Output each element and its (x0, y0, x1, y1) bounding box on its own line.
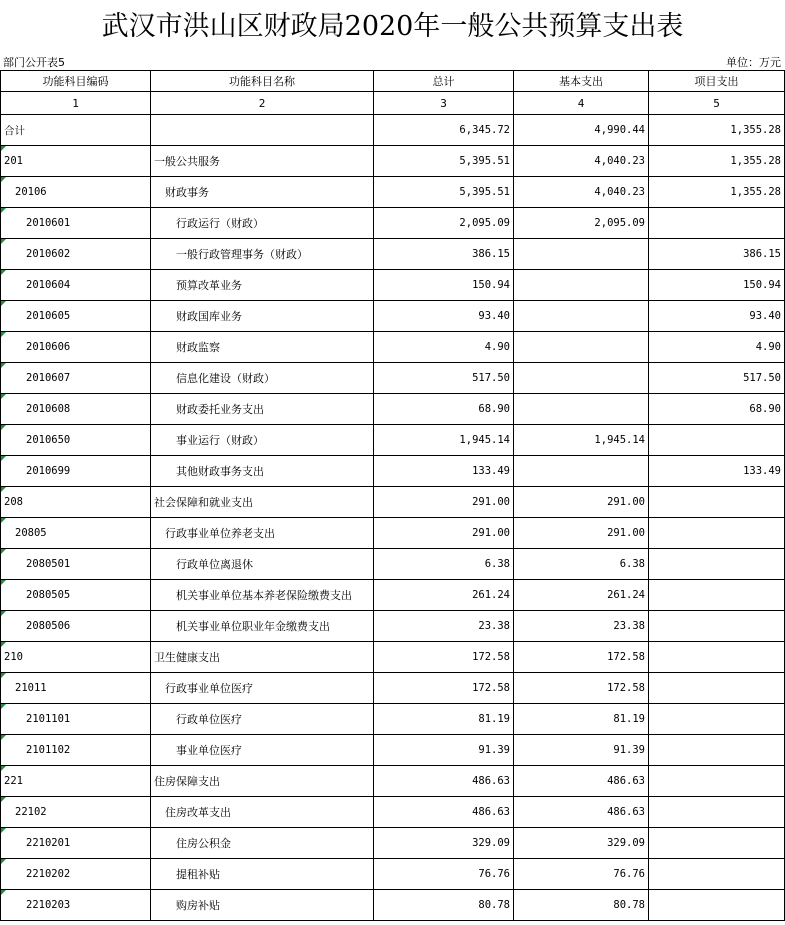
cell-basic[interactable] (514, 456, 649, 487)
cell-project[interactable] (649, 518, 785, 549)
cell-project[interactable] (649, 797, 785, 828)
cell-project[interactable]: 1,355.28 (649, 177, 785, 208)
cell-project[interactable] (649, 735, 785, 766)
cell-code[interactable]: 210 (1, 642, 151, 673)
table-row (1, 797, 785, 828)
cell-code[interactable]: 221 (1, 766, 151, 797)
cell-project[interactable]: 150.94 (649, 270, 785, 301)
cell-basic[interactable]: 91.39 (514, 735, 649, 766)
cell-total[interactable]: 80.78 (374, 890, 514, 921)
column-header-basic[interactable]: 基本支出 (514, 71, 649, 92)
cell-code[interactable]: 2010602 (1, 239, 151, 270)
cell-code[interactable]: 22102 (1, 797, 151, 828)
cell-name[interactable]: 行政事业单位医疗 (151, 673, 374, 704)
column-number[interactable]: 3 (374, 92, 514, 115)
cell-total[interactable]: 23.38 (374, 611, 514, 642)
column-header-row (1, 71, 785, 92)
cell-project[interactable] (649, 766, 785, 797)
table-row (1, 394, 785, 425)
column-header-project[interactable]: 项目支出 (649, 71, 785, 92)
table-row (1, 487, 785, 518)
cell-name[interactable]: 机关事业单位职业年金缴费支出 (151, 611, 374, 642)
cell-basic[interactable]: 329.09 (514, 828, 649, 859)
cell-name[interactable]: 住房改革支出 (151, 797, 374, 828)
cell-basic[interactable] (514, 239, 649, 270)
column-number[interactable]: 5 (649, 92, 785, 115)
cell-name[interactable]: 其他财政事务支出 (151, 456, 374, 487)
cell-project[interactable]: 1,355.28 (649, 115, 785, 146)
cell-name[interactable]: 行政单位医疗 (151, 704, 374, 735)
table-row (1, 704, 785, 735)
cell-total[interactable]: 386.15 (374, 239, 514, 270)
cell-basic[interactable]: 80.78 (514, 890, 649, 921)
cell-code[interactable]: 2010606 (1, 332, 151, 363)
cell-project[interactable] (649, 642, 785, 673)
cell-name[interactable]: 财政委托业务支出 (151, 394, 374, 425)
column-header-code[interactable]: 功能科目编码 (1, 71, 151, 92)
cell-name[interactable]: 卫生健康支出 (151, 642, 374, 673)
cell-name[interactable]: 社会保障和就业支出 (151, 487, 374, 518)
cell-code[interactable]: 2010699 (1, 456, 151, 487)
cell-basic[interactable]: 172.58 (514, 673, 649, 704)
cell-basic[interactable]: 172.58 (514, 642, 649, 673)
cell-name[interactable]: 事业运行（财政） (151, 425, 374, 456)
cell-project[interactable] (649, 611, 785, 642)
cell-project[interactable]: 68.90 (649, 394, 785, 425)
cell-project[interactable] (649, 859, 785, 890)
column-number-row (1, 92, 785, 115)
cell-name[interactable]: 行政运行（财政） (151, 208, 374, 239)
cell-code[interactable]: 2080505 (1, 580, 151, 611)
cell-code[interactable]: 20106 (1, 177, 151, 208)
cell-basic[interactable]: 76.76 (514, 859, 649, 890)
cell-name[interactable]: 行政事业单位养老支出 (151, 518, 374, 549)
table-row (1, 456, 785, 487)
column-number[interactable]: 4 (514, 92, 649, 115)
table-row (1, 177, 785, 208)
table-row (1, 828, 785, 859)
cell-name[interactable]: 住房公积金 (151, 828, 374, 859)
cell-code[interactable]: 2010650 (1, 425, 151, 456)
cell-code[interactable]: 合计 (1, 115, 151, 146)
column-number[interactable]: 2 (151, 92, 374, 115)
cell-basic[interactable]: 6.38 (514, 549, 649, 580)
cell-basic[interactable]: 291.00 (514, 487, 649, 518)
cell-name[interactable]: 财政国库业务 (151, 301, 374, 332)
table-row (1, 270, 785, 301)
cell-total[interactable]: 93.40 (374, 301, 514, 332)
cell-total[interactable]: 76.76 (374, 859, 514, 890)
table-row (1, 301, 785, 332)
cell-total[interactable]: 329.09 (374, 828, 514, 859)
cell-project[interactable] (649, 580, 785, 611)
cell-project[interactable] (649, 673, 785, 704)
table-row (1, 735, 785, 766)
cell-code[interactable]: 2080501 (1, 549, 151, 580)
cell-basic[interactable]: 486.63 (514, 766, 649, 797)
cell-total[interactable]: 517.50 (374, 363, 514, 394)
column-number[interactable]: 1 (1, 92, 151, 115)
table-row (1, 518, 785, 549)
cell-name[interactable]: 住房保障支出 (151, 766, 374, 797)
cell-project[interactable]: 386.15 (649, 239, 785, 270)
cell-total[interactable]: 81.19 (374, 704, 514, 735)
column-header-name[interactable]: 功能科目名称 (151, 71, 374, 92)
table-row (1, 890, 785, 921)
cell-basic[interactable]: 4,040.23 (514, 146, 649, 177)
cell-total[interactable]: 5,395.51 (374, 177, 514, 208)
table-row (1, 642, 785, 673)
cell-code[interactable]: 2010607 (1, 363, 151, 394)
table-row (1, 363, 785, 394)
cell-basic[interactable]: 4,990.44 (514, 115, 649, 146)
table-row (1, 549, 785, 580)
cell-total[interactable]: 6.38 (374, 549, 514, 580)
unit-label: 单位：万元 (726, 56, 781, 69)
cell-basic[interactable]: 486.63 (514, 797, 649, 828)
cell-total[interactable]: 486.63 (374, 766, 514, 797)
budget-table (0, 70, 785, 921)
cell-project[interactable]: 517.50 (649, 363, 785, 394)
cell-total[interactable]: 291.00 (374, 487, 514, 518)
table-row (1, 580, 785, 611)
cell-basic[interactable]: 81.19 (514, 704, 649, 735)
table-row (1, 115, 785, 146)
cell-name[interactable]: 机关事业单位基本养老保险缴费支出 (151, 580, 374, 611)
cell-code[interactable]: 2101102 (1, 735, 151, 766)
cell-code[interactable]: 2101101 (1, 704, 151, 735)
cell-total[interactable]: 1,945.14 (374, 425, 514, 456)
cell-project[interactable] (649, 549, 785, 580)
cell-name[interactable]: 行政单位离退休 (151, 549, 374, 580)
cell-project[interactable] (649, 890, 785, 921)
cell-name[interactable] (151, 115, 374, 146)
cell-code[interactable]: 208 (1, 487, 151, 518)
cell-code[interactable]: 2010608 (1, 394, 151, 425)
cell-basic[interactable] (514, 394, 649, 425)
cell-total[interactable]: 172.58 (374, 673, 514, 704)
cell-total[interactable]: 91.39 (374, 735, 514, 766)
cell-basic[interactable]: 291.00 (514, 518, 649, 549)
table-row (1, 673, 785, 704)
cell-code[interactable]: 2010605 (1, 301, 151, 332)
cell-total[interactable]: 5,395.51 (374, 146, 514, 177)
cell-code[interactable]: 20805 (1, 518, 151, 549)
cell-name[interactable]: 事业单位医疗 (151, 735, 374, 766)
table-subheader (0, 56, 785, 70)
cell-code[interactable]: 21011 (1, 673, 151, 704)
cell-total[interactable]: 150.94 (374, 270, 514, 301)
cell-total[interactable]: 133.49 (374, 456, 514, 487)
cell-project[interactable] (649, 208, 785, 239)
cell-code[interactable]: 2010604 (1, 270, 151, 301)
cell-project[interactable] (649, 487, 785, 518)
cell-name[interactable]: 购房补贴 (151, 890, 374, 921)
cell-code[interactable]: 2210202 (1, 859, 151, 890)
dept-table-label: 部门公开表5 (3, 56, 65, 69)
page-title: 武汉市洪山区财政局2020年一般公共预算支出表 (101, 11, 684, 42)
column-header-total[interactable]: 总计 (374, 71, 514, 92)
cell-total[interactable]: 68.90 (374, 394, 514, 425)
table-row (1, 332, 785, 363)
cell-name[interactable]: 财政监察 (151, 332, 374, 363)
cell-code[interactable]: 2210203 (1, 890, 151, 921)
cell-code[interactable]: 2210201 (1, 828, 151, 859)
cell-code[interactable]: 2010601 (1, 208, 151, 239)
cell-project[interactable] (649, 425, 785, 456)
cell-name[interactable]: 一般公共服务 (151, 146, 374, 177)
cell-name[interactable]: 预算改革业务 (151, 270, 374, 301)
cell-basic[interactable] (514, 332, 649, 363)
table-row (1, 425, 785, 456)
cell-project[interactable]: 4.90 (649, 332, 785, 363)
cell-total[interactable]: 2,095.09 (374, 208, 514, 239)
cell-basic[interactable]: 4,040.23 (514, 177, 649, 208)
cell-basic[interactable] (514, 363, 649, 394)
table-row (1, 611, 785, 642)
cell-code[interactable]: 201 (1, 146, 151, 177)
table-row (1, 766, 785, 797)
table-row (1, 146, 785, 177)
cell-basic[interactable]: 2,095.09 (514, 208, 649, 239)
cell-basic[interactable]: 1,945.14 (514, 425, 649, 456)
table-row (1, 859, 785, 890)
cell-total[interactable]: 291.00 (374, 518, 514, 549)
cell-total[interactable]: 6,345.72 (374, 115, 514, 146)
cell-project[interactable] (649, 704, 785, 735)
table-row (1, 208, 785, 239)
cell-basic[interactable] (514, 270, 649, 301)
cell-project[interactable] (649, 828, 785, 859)
table-row (1, 239, 785, 270)
cell-code[interactable]: 2080506 (1, 611, 151, 642)
cell-project[interactable]: 93.40 (649, 301, 785, 332)
cell-basic[interactable] (514, 301, 649, 332)
cell-name[interactable]: 一般行政管理事务（财政） (151, 239, 374, 270)
cell-total[interactable]: 261.24 (374, 580, 514, 611)
cell-project[interactable]: 133.49 (649, 456, 785, 487)
cell-name[interactable]: 信息化建设（财政） (151, 363, 374, 394)
cell-project[interactable]: 1,355.28 (649, 146, 785, 177)
cell-name[interactable]: 财政事务 (151, 177, 374, 208)
cell-total[interactable]: 486.63 (374, 797, 514, 828)
cell-basic[interactable]: 261.24 (514, 580, 649, 611)
cell-name[interactable]: 提租补贴 (151, 859, 374, 890)
cell-total[interactable]: 172.58 (374, 642, 514, 673)
cell-basic[interactable]: 23.38 (514, 611, 649, 642)
cell-total[interactable]: 4.90 (374, 332, 514, 363)
